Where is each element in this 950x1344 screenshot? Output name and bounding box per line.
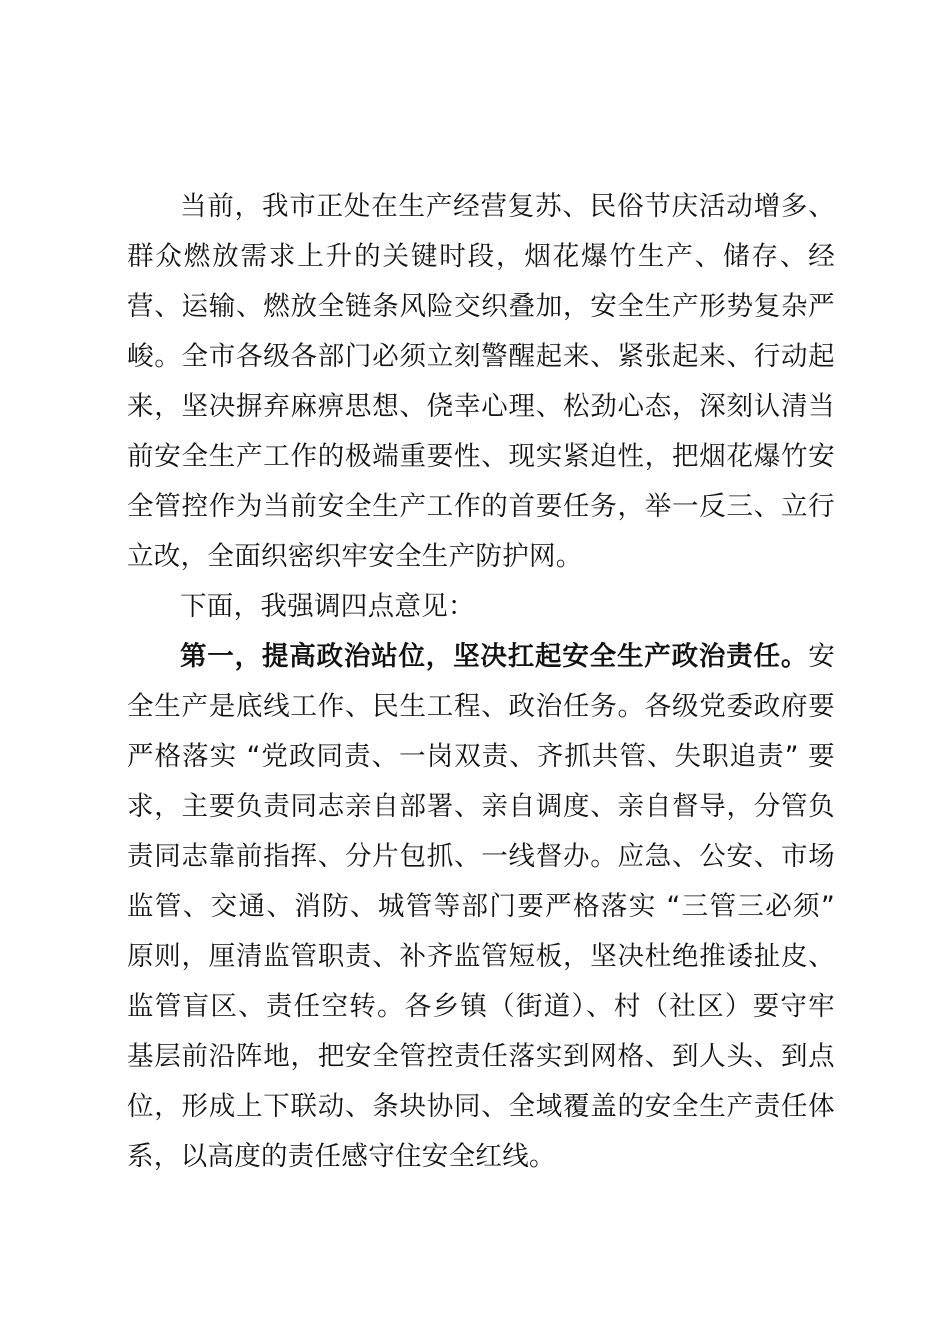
paragraph-text: 下面，我强调四点意见： — [180, 591, 475, 622]
paragraph-text: 安全生产是底线工作、民生工程、政治任务。各级党委政府要严格落实 “党政同责、一岗双责、齐抓共管、失职追责” 要求，主要负责同志亲自部署、亲自调度、亲自督导，分管负责同志靠前指挥、分片包抓、一线督办。应急、公安、市场监管、交通、消防、城管等部门要严格落实 “三管三必须” 原则，厘清监管职责、补齐监管短板，坚决杜绝推诿扯皮、监管盲区、责任空转。各乡镇（街道）、村（社区）要守牢基层前沿阵地，把安全管控责任落实到网格、到人头、到点位，形成上下联动、条块协同、全域覆盖的安全生产责任体系，以高度的责任感守住安全红线。 — [127, 641, 835, 1172]
paragraph-text: 当前，我市正处在生产经营复苏、民俗节庆活动增多、群众燃放需求上升的关键时段，烟花爆竹生产、储存、经营、运输、燃放全链条风险交织叠加，安全生产形势复杂严峻。全市各级各部门必须立刻警醒起来、紧张起来、行动起来，坚决摒弃麻痹思想、侥幸心理、松劲心态，深刻认清当前安全生产工作的极端重要性、现实紧迫性，把烟花爆竹安全管控作为当前安全生产工作的首要任务，举一反三、立行立改，全面织密织牢安全生产防护网。 — [127, 191, 835, 572]
paragraph-situation — [127, 182, 835, 582]
paragraph-heading: 第一，提高政治站位，坚决扛起安全生产政治责任。 — [180, 641, 809, 672]
document-body — [127, 182, 835, 1182]
paragraph-intro — [127, 582, 835, 632]
paragraph-point-one — [127, 632, 835, 1182]
